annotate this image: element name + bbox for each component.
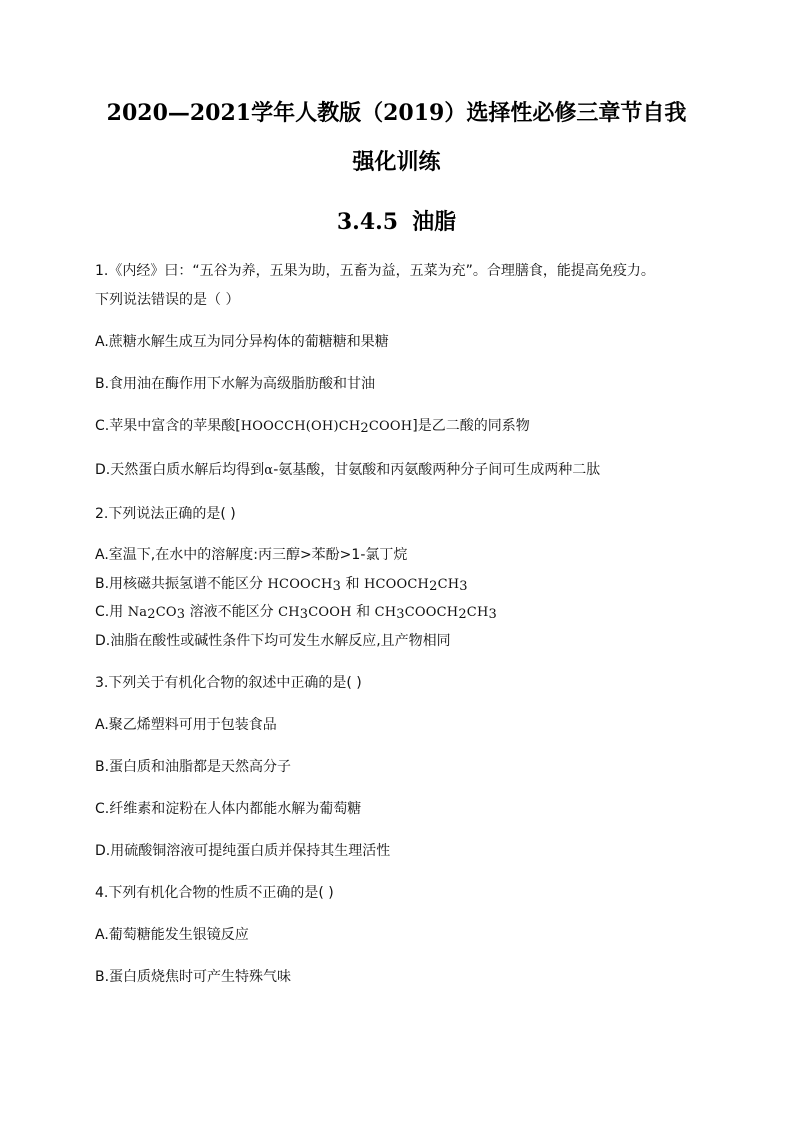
question-4-stem: 4.下列有机化合物的性质不正确的是( ) (95, 885, 334, 901)
question-4-option-b: B.蛋白质烧焦时可产生特殊气味 (95, 969, 292, 985)
page-title-line-1: 2020—2021学年人教版（2019）选择性必修三章节自我 (106, 100, 687, 126)
question-2-option-a: A.室温下,在水中的溶解度:丙三醇>苯酚>1-氯丁烷 (95, 547, 408, 563)
page-title-line-2: 强化训练 (352, 149, 441, 175)
section-title: 油脂 (412, 209, 457, 235)
question-1-option-b: B.食用油在酶作用下水解为高级脂肪酸和甘油 (95, 376, 376, 392)
question-2-option-b: B.用核磁共振氢谱不能区分 $HCOOCH_3$ 和 $HCOOCH_2CH_3$ (95, 576, 468, 594)
question-3-option-d: D.用硫酸铜溶液可提纯蛋白质并保持其生理活性 (95, 843, 391, 859)
question-1-option-c: C.苹果中富含的苹果酸$[HOOCCH(OH)CH_2COOH]$是乙二酸的同系物 (95, 418, 530, 436)
section-number: 3.4.5 (336, 209, 399, 235)
question-2-option-c: C.用 $Na_2CO_3$ 溶液不能区分 $CH_3COOH$ 和 $CH_3COOCH_2CH_3$ (95, 604, 497, 622)
question-3-option-a: A.聚乙烯塑料可用于包装食品 (95, 717, 277, 733)
question-1-option-a: A.蔗糖水解生成互为同分异构体的葡糖糖和果糖 (95, 334, 389, 350)
question-3-option-b: B.蛋白质和油脂都是天然高分子 (95, 759, 292, 775)
question-3-stem: 3.下列关于有机化合物的叙述中正确的是( ) (95, 675, 362, 691)
question-1-option-d: D.天然蛋白质水解后均得到α-氨基酸，甘氨酸和丙氨酸两种分子间可生成两种二肽 (95, 462, 601, 478)
question-1-stem-line-1: 1.《内经》曰：“五谷为养，五果为助，五畜为益，五菜为充”。合理膳食，能提高免疫力。 (95, 263, 655, 279)
question-1-stem-line-2: 下列说法错误的是（ ） (95, 292, 240, 308)
section-heading (60, 205, 733, 236)
question-2-stem: 2.下列说法正确的是( ) (95, 506, 236, 522)
question-3-option-c: C.纤维素和淀粉在人体内都能水解为葡萄糖 (95, 801, 362, 817)
question-2-option-d: D.油脂在酸性或碱性条件下均可发生水解反应,且产物相同 (95, 633, 451, 649)
question-4-option-a: A.葡萄糖能发生银镜反应 (95, 927, 249, 943)
